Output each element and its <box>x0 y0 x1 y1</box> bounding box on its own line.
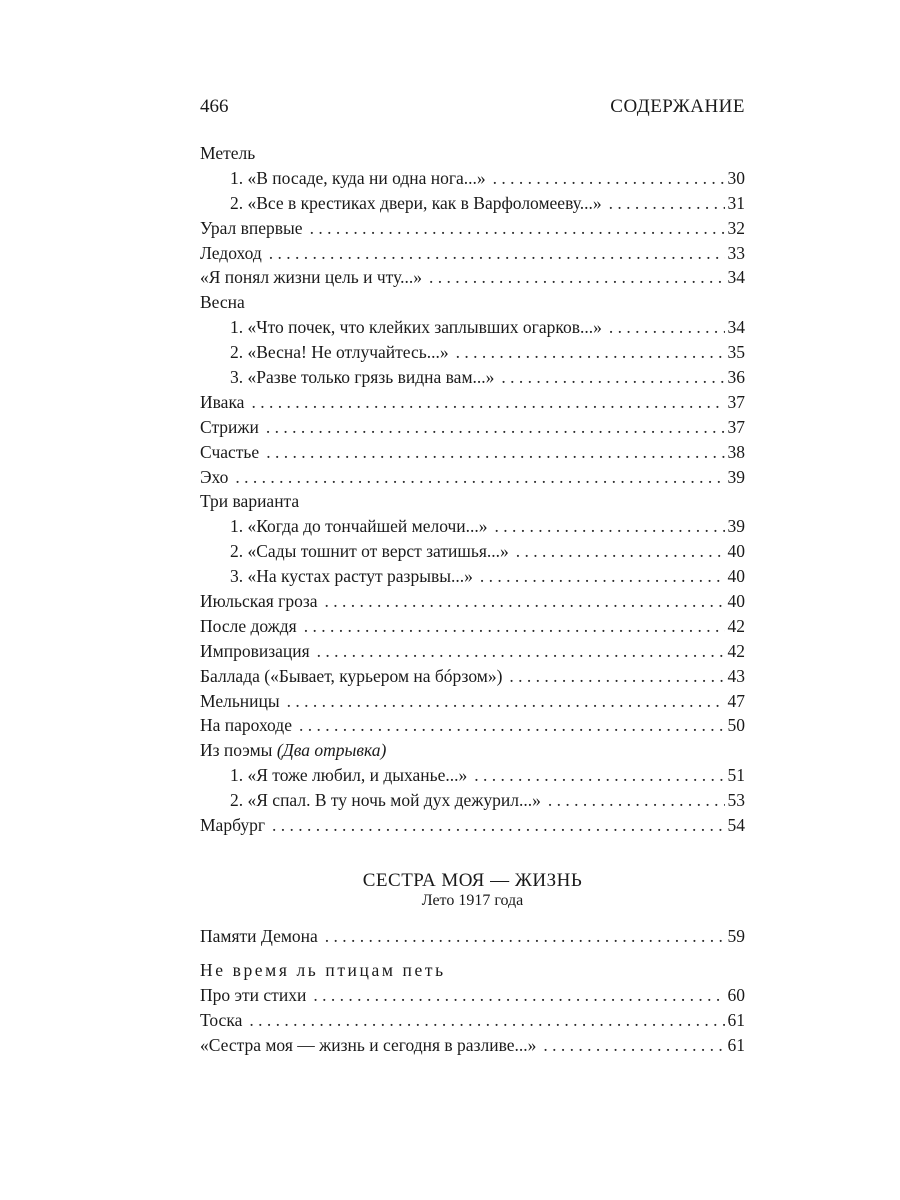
dot-leader <box>251 390 724 415</box>
contents-list-part-1 <box>200 141 745 838</box>
toc-entry-page: 40 <box>727 541 745 562</box>
toc-entry-title: 2. «Сады тошнит от верст затишья...» <box>230 541 509 562</box>
toc-entry-page: 40 <box>727 566 745 587</box>
subsection-heading-wrap <box>200 958 745 983</box>
toc-entry <box>200 763 745 788</box>
toc-entry <box>200 465 745 490</box>
toc-entry <box>200 713 745 738</box>
toc-entry-title: После дождя <box>200 615 297 636</box>
toc-entry <box>200 415 745 440</box>
toc-entry-title: Метель <box>200 143 256 163</box>
dot-leader <box>299 713 725 738</box>
toc-entry-title: Стрижи <box>200 416 259 437</box>
dot-leader <box>313 983 724 1008</box>
dot-leader <box>287 689 725 714</box>
section-title: СЕСТРА МОЯ — ЖИЗНЬ <box>362 870 583 891</box>
toc-entry <box>200 639 745 664</box>
dot-leader <box>272 813 725 838</box>
dot-leader <box>609 191 725 216</box>
toc-entry <box>200 813 745 838</box>
toc-entry <box>200 365 745 390</box>
toc-entry-title: Весна <box>200 292 245 313</box>
dot-leader <box>325 589 725 614</box>
toc-entry-title: Ледоход <box>200 242 262 263</box>
toc-entry-title: Эхо <box>200 466 229 487</box>
toc-entry <box>200 440 745 465</box>
toc-entry-page: 53 <box>727 790 745 811</box>
section-subtitle: Лето 1917 года <box>421 892 524 909</box>
toc-entry-page: 37 <box>727 416 745 437</box>
toc-entry-page: 34 <box>727 317 745 338</box>
toc-entry <box>200 564 745 589</box>
toc-entry-title: На пароходе <box>200 715 292 736</box>
subsection-heading-text: Не время ль птицам петь <box>200 960 446 980</box>
toc-entry-title: 1. «В посаде, куда ни одна нога...» <box>230 167 486 188</box>
toc-entry-page: 30 <box>727 167 745 188</box>
toc-entry <box>200 664 745 689</box>
dot-leader <box>609 315 725 340</box>
contents-list-part-2 <box>200 924 745 949</box>
page-number: 466 <box>200 96 229 117</box>
dot-leader <box>495 514 725 539</box>
dot-leader <box>516 539 725 564</box>
toc-entry-title: «Сестра моя — жизнь и сегодня в разливе...» <box>200 1034 537 1055</box>
toc-entry-page: 35 <box>727 342 745 363</box>
toc-entry-title: Счастье <box>200 441 260 462</box>
toc-entry-title: 3. «Разве только грязь видна вам...» <box>230 367 495 388</box>
dot-leader <box>310 216 725 241</box>
dot-leader <box>269 241 725 266</box>
toc-entry-title: Урал впервые <box>200 217 303 238</box>
toc-entry-title: 1. «Я тоже любил, и дыханье...» <box>230 765 468 786</box>
toc-entry-title: Памяти Демона <box>200 926 318 946</box>
toc-entry-page: 61 <box>727 1034 745 1055</box>
dot-leader <box>325 924 725 949</box>
toc-entry-title: Марбург <box>200 815 265 836</box>
toc-group-heading <box>200 738 745 763</box>
toc-entry <box>200 1033 745 1058</box>
toc-entry-page: 51 <box>727 765 745 786</box>
toc-entry <box>200 788 745 813</box>
toc-group-heading <box>200 489 745 514</box>
toc-entry-page: 39 <box>727 466 745 487</box>
toc-entry-page: 40 <box>727 591 745 612</box>
toc-entry <box>200 689 745 714</box>
toc-entry <box>200 390 745 415</box>
toc-entry <box>200 216 745 241</box>
dot-leader <box>501 365 724 390</box>
toc-entry-page: 50 <box>727 715 745 736</box>
dot-leader <box>456 340 725 365</box>
toc-entry-page: 38 <box>727 441 745 462</box>
dot-leader <box>493 166 725 191</box>
toc-entry-page: 42 <box>727 615 745 636</box>
dot-leader <box>304 614 725 639</box>
running-header <box>200 96 745 124</box>
dot-leader <box>543 1033 724 1058</box>
toc-entry <box>200 315 745 340</box>
toc-entry-page: 39 <box>727 516 745 537</box>
toc-entry-title: Баллада («Бывает, курьером на бóрзом») <box>200 665 503 686</box>
dot-leader <box>429 265 725 290</box>
toc-entry-title: Импровизация <box>200 640 310 661</box>
running-title: СОДЕРЖАНИЕ <box>610 96 745 117</box>
subsection-heading <box>200 958 745 983</box>
toc-entry-page: 54 <box>727 815 745 836</box>
dot-leader <box>235 465 724 490</box>
dot-leader <box>249 1008 724 1033</box>
toc-group-heading <box>200 141 745 166</box>
toc-entry-page: 31 <box>727 192 745 213</box>
dot-leader <box>266 440 724 465</box>
toc-entry <box>200 241 745 266</box>
toc-entry <box>200 340 745 365</box>
toc-entry-title: 1. «Что почек, что клейких заплывших огарков...» <box>230 317 602 338</box>
toc-entry-title: Ивака <box>200 391 245 412</box>
toc-entry-title: Из поэмы (Два отрывка) <box>200 740 387 761</box>
dot-leader <box>266 415 725 440</box>
toc-entry-page: 33 <box>727 242 745 263</box>
toc-entry-title: 2. «Все в крестиках двери, как в Варфоломееву...» <box>230 192 602 213</box>
toc-entry-title: Июльская гроза <box>200 591 318 612</box>
toc-entry-title-italic: (Два отрывка) <box>272 740 387 761</box>
toc-entry-page: 36 <box>727 367 745 388</box>
toc-entry-title: Про эти стихи <box>200 985 307 1005</box>
toc-entry <box>200 514 745 539</box>
dot-leader <box>509 664 724 689</box>
toc-entry <box>200 265 745 290</box>
toc-entry <box>200 166 745 191</box>
dot-leader <box>480 564 725 589</box>
dot-leader <box>474 763 724 788</box>
toc-entry <box>200 539 745 564</box>
toc-entry-page: 32 <box>727 217 745 238</box>
toc-entry <box>200 983 745 1008</box>
toc-entry <box>200 191 745 216</box>
toc-entry-title: 1. «Когда до тончайшей мелочи...» <box>230 516 488 537</box>
toc-entry-page: 60 <box>727 985 745 1005</box>
toc-entry <box>200 614 745 639</box>
toc-entry <box>200 924 745 949</box>
toc-entry-page: 43 <box>727 665 745 686</box>
toc-entry <box>200 1008 745 1033</box>
dot-leader <box>317 639 725 664</box>
toc-entry-page: 42 <box>727 640 745 661</box>
toc-entry-title: «Я понял жизни цель и чту...» <box>200 267 422 288</box>
toc-entry-title: 2. «Весна! Не отлучайтесь...» <box>230 342 449 363</box>
contents-list-part-3 <box>200 983 745 1058</box>
toc-entry-page: 37 <box>727 391 745 412</box>
toc-entry-title: 2. «Я спал. В ту ночь мой дух дежурил...» <box>230 790 541 811</box>
toc-entry-page: 59 <box>727 926 745 946</box>
toc-entry-page: 47 <box>727 690 745 711</box>
toc-entry-title: Три варианта <box>200 491 300 512</box>
toc-group-heading <box>200 290 745 315</box>
toc-entry-page: 34 <box>727 267 745 288</box>
dot-leader <box>548 788 725 813</box>
toc-entry-title: Мельницы <box>200 690 280 711</box>
toc-entry <box>200 589 745 614</box>
toc-entry-title: 3. «На кустах растут разрывы...» <box>230 566 473 587</box>
toc-entry-page: 61 <box>727 1009 745 1030</box>
toc-entry-title: Тоска <box>200 1009 243 1030</box>
